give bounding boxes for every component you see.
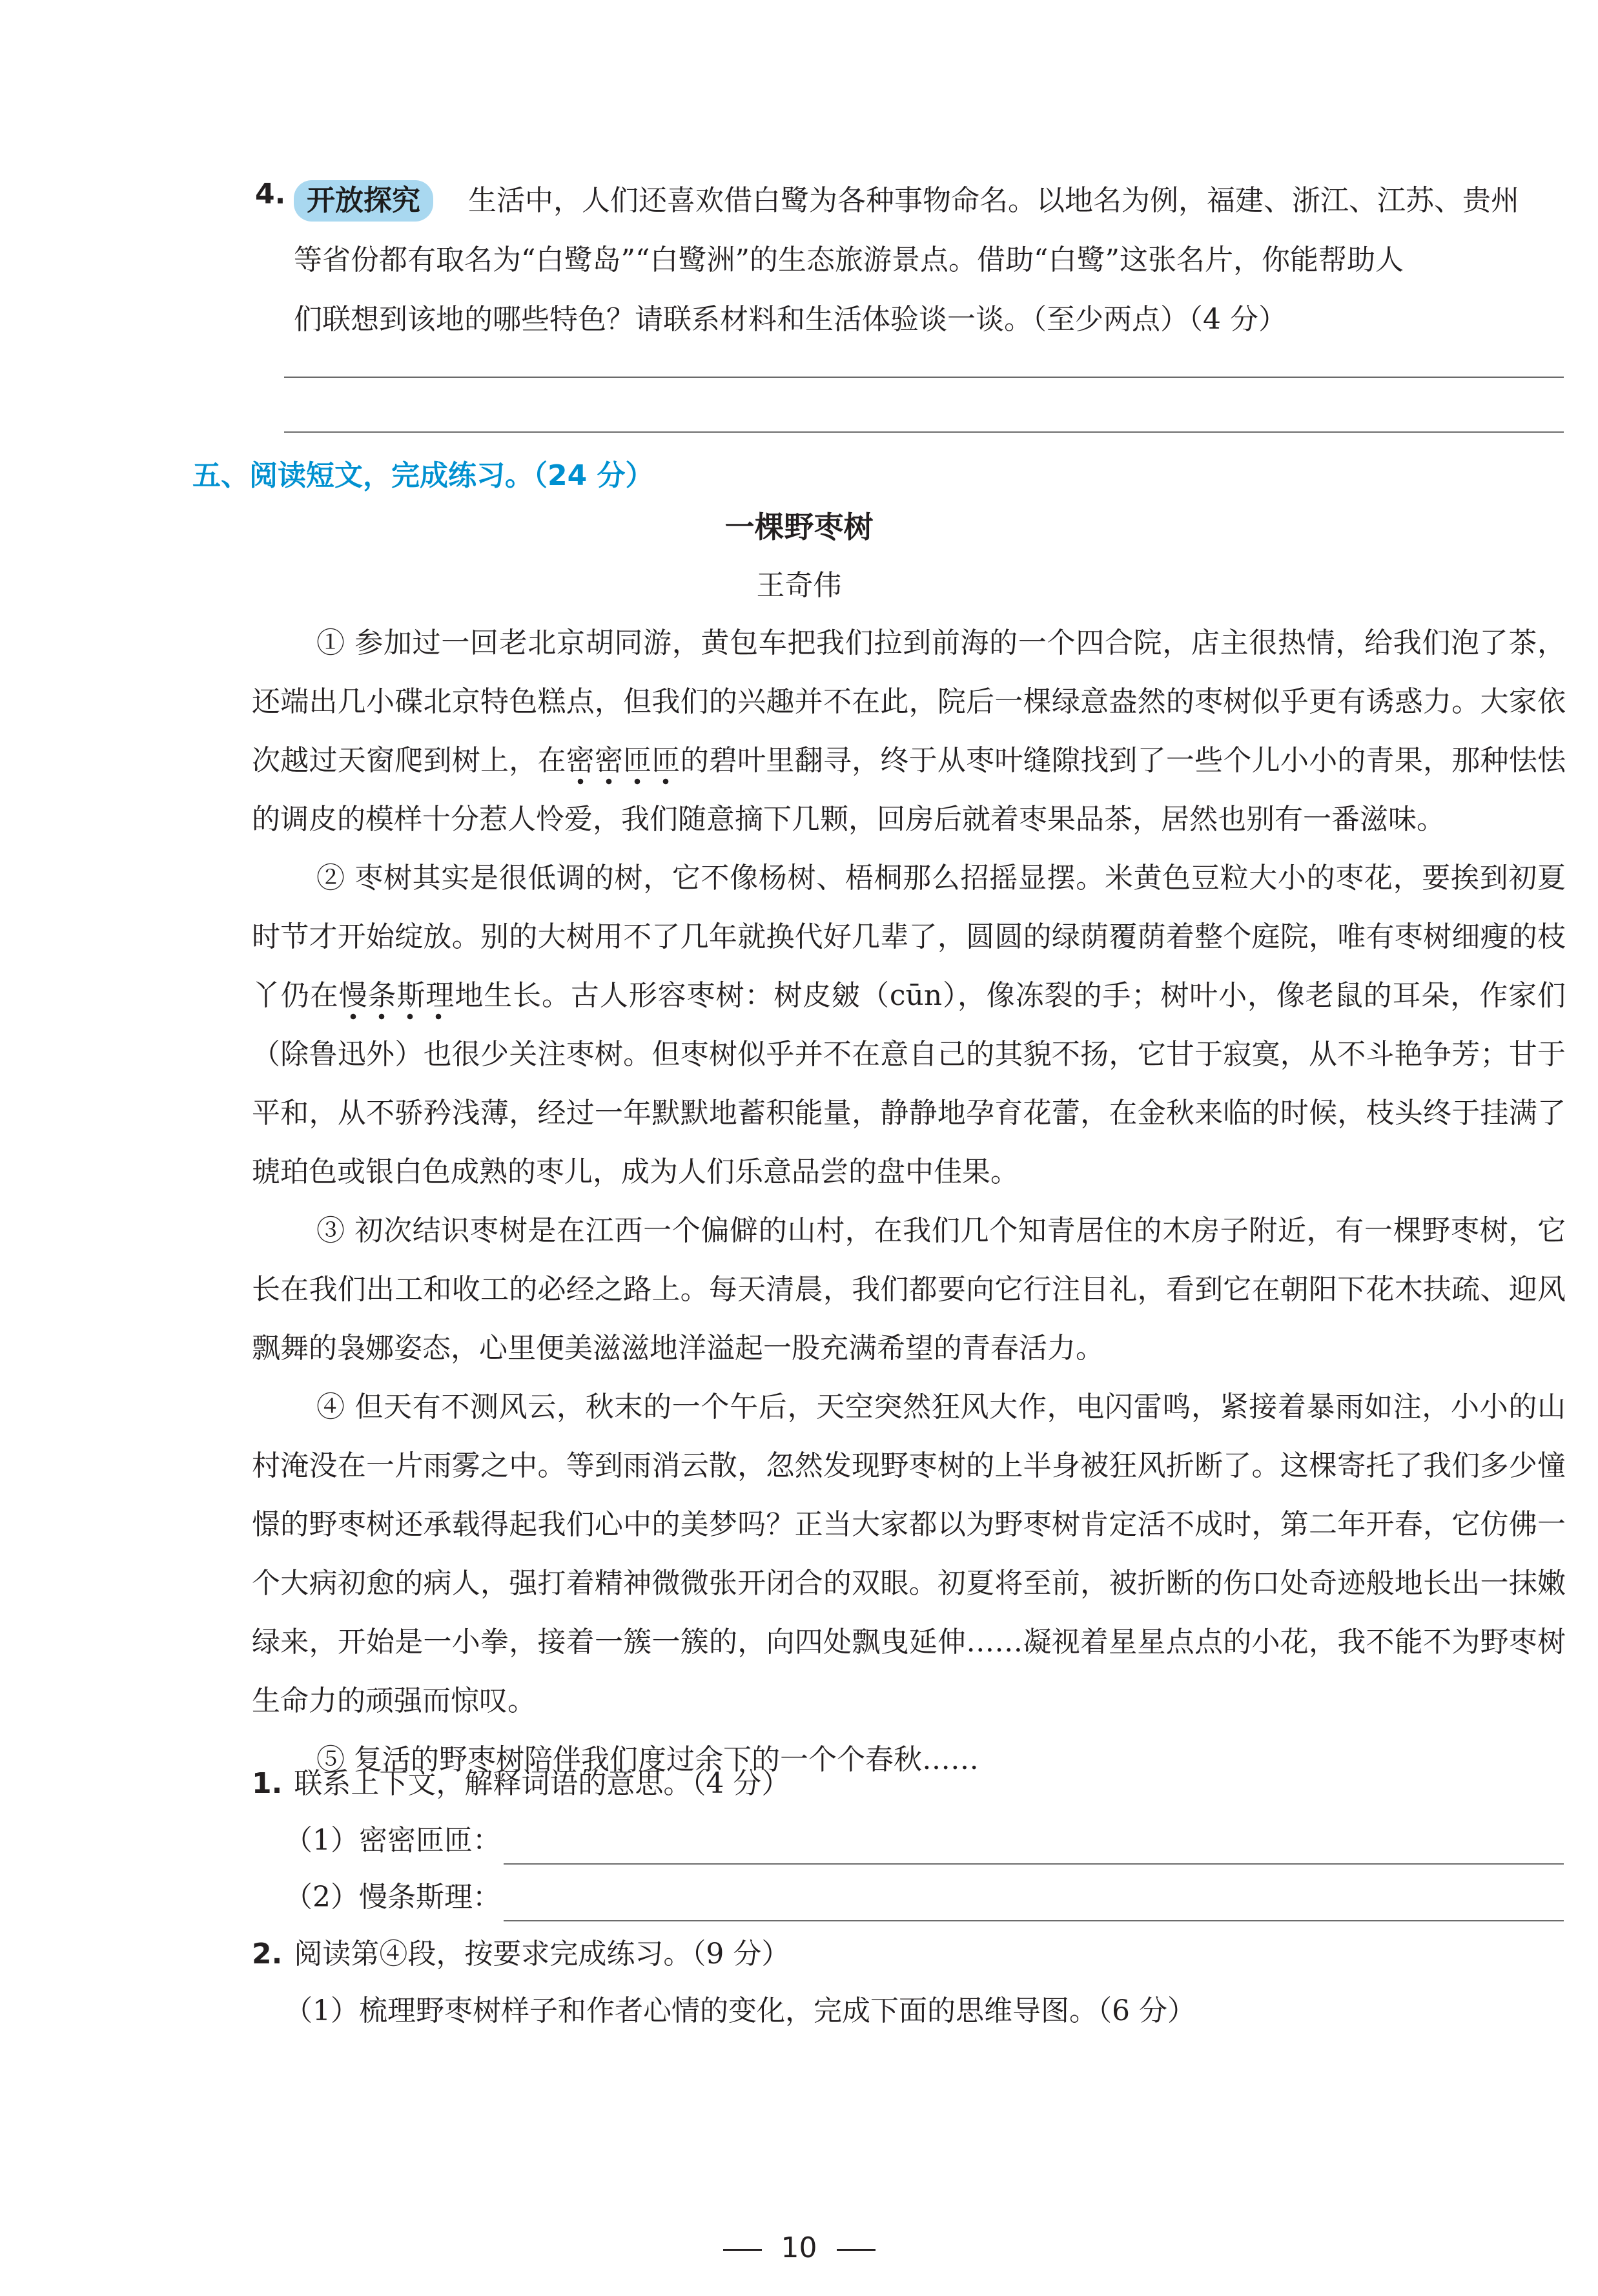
paragraph-4: ④ 但天有不测风云，秋末的一个午后，天空突然狂风大作，电闪雷鸣，紧接着暴雨如注，小小的山村淹没在一片雨雾之中。等到雨消云散，忽然发现野枣树的上半身被狂风折断了。这棵寄托了我们多少憧憬的野枣树还承载得起我们心中的美梦吗？正当大家都以为野枣树肯定活不成时，第二年开春，它仿佛一个大病初愈的病人，强打着精神微微张开闭合的双眼。初夏将至前，被折断的伤口处奇迹般地长出一抹嫩绿来，开始是一小拳，接着一簇一簇的，向四处飘曳延伸……凝视着星星点点的小花，我不能不为野枣树生命力的顽强而惊叹。 xyxy=(252,1391,1566,1717)
paragraph-text: 地生长。古人形容枣树：树皮皴（cūn），像冻裂的手；树叶小，像老鼠的耳朵，作家们（除鲁迅外）也很少关注枣树。但枣树似乎并不在意自己的其貌不扬，它甘于寂寞，从不斗艳争芳；甘于平和，从不骄矜浅薄，经过一年默默地蓄积能量，静静地孕育花蕾，在金秋来临的时候，枝头终于挂满了琥珀色或银白色成熟的枣儿，成为人们乐意品尝的盘中佳果。 xyxy=(252,979,1566,1188)
question-2-sub-1: （1）梳理野枣树样子和作者心情的变化，完成下面的思维导图。（6 分） xyxy=(284,1994,1196,2027)
story-title: 一棵野枣树 xyxy=(724,510,874,544)
paragraph-text: 的碧叶里翻寻，终于从枣叶缝隙找到了一些个儿小小的青果，那种怯怯的调皮的模样十分惹人怜爱，我们随意摘下几颗，回房后就着枣果品茶，居然也别有一番滋味。 xyxy=(252,744,1566,836)
open-inquiry-tag: 开放探究 xyxy=(294,180,433,222)
emphasized-word: 密密匝匝 xyxy=(566,744,681,786)
emphasized-word: 慢条斯理 xyxy=(339,979,455,1021)
question-text: 联系上下文，解释词语的意思。（4 分） xyxy=(294,1767,790,1800)
answer-line[interactable] xyxy=(284,431,1564,433)
paragraph-text: ① 参加过一回老北京胡同游，黄包车把我们拉到前海的一个四合院，店主很热情，给我们泡了茶，还端出几小碟北京特色糕点，但我们的兴趣并不在此，院后一棵绿意盎然的枣树似乎更有诱惑力。大家依次越过天窗爬到树上，在 xyxy=(252,626,1566,777)
question-number: 4. xyxy=(255,178,286,211)
question-2 xyxy=(252,1930,790,1972)
answer-line[interactable] xyxy=(284,377,1564,378)
divider xyxy=(723,2249,762,2251)
question-text xyxy=(294,171,1566,349)
question-text: 阅读第④段，按要求完成练习。（9 分） xyxy=(294,1938,790,1970)
paragraph-5: ⑤ 复活的野枣树陪伴我们度过余下的一个个春秋…… xyxy=(316,1743,979,1776)
question-line-3: 们联想到该地的哪些特色？请联系材料和生活体验谈一谈。（至少两点）（4 分） xyxy=(294,303,1287,336)
paragraph-1 xyxy=(252,614,1566,849)
paragraph-2 xyxy=(252,849,1566,1201)
answer-line[interactable] xyxy=(504,1920,1564,1921)
story-author: 王奇伟 xyxy=(756,569,842,602)
paragraph-text: ② 枣树其实是很低调的树，它不像杨树、梧桐那么招摇显摆。米黄色豆粒大小的枣花，要挨到初夏时节才开始绽放。别的大树用不了几年就换代好几辈了，圆圆的绿荫覆荫着整个庭院，唯有枣树细瘦的枝丫仍在 xyxy=(252,862,1566,1012)
question-line-1: 生活中，人们还喜欢借白鹭为各种事物命名。以地名为例，福建、浙江、江苏、贵州 xyxy=(468,184,1519,217)
question-number: 1. xyxy=(252,1767,283,1800)
page-number-text: 10 xyxy=(781,2231,817,2264)
question-1-sub-2: （2）慢条斯理： xyxy=(284,1881,501,1914)
answer-line[interactable] xyxy=(504,1863,1564,1865)
divider xyxy=(837,2249,876,2251)
paragraph-3: ③ 初次结识枣树是在江西一个偏僻的山村，在我们几个知青居住的木房子附近，有一棵野枣树，它长在我们出工和收工的必经之路上。每天清晨，我们都要向它行注目礼，看到它在朝阳下花木扶疏、迎风飘舞的袅娜姿态，心里便美滋滋地洋溢起一股充满希望的青春活力。 xyxy=(252,1214,1566,1365)
question-1 xyxy=(252,1760,790,1801)
question-1-sub-1: （1）密密匝匝： xyxy=(284,1824,501,1857)
question-line-2: 等省份都有取名为“白鹭岛”“白鹭洲”的生态旅游景点。借助“白鹭”这张名片，你能帮助人 xyxy=(294,243,1404,276)
page-number xyxy=(0,2231,1598,2264)
section-title: 五、阅读短文，完成练习。（24 分） xyxy=(192,459,654,492)
question-number: 2. xyxy=(252,1938,283,1970)
story-body xyxy=(252,614,1566,1789)
